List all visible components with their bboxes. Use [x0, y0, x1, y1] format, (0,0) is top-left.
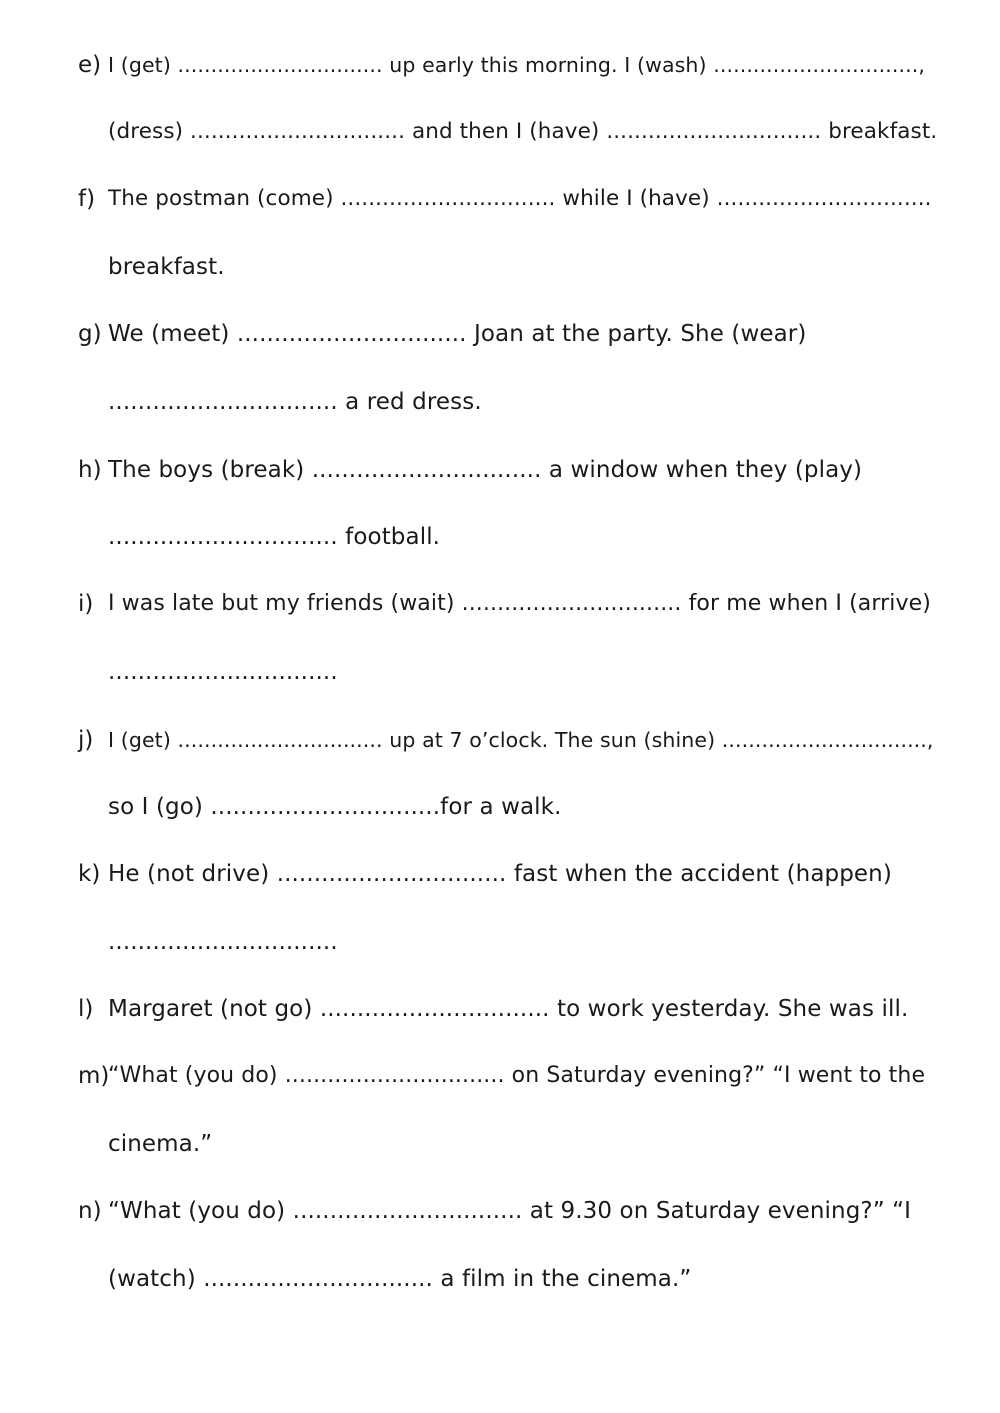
exercise-h-line-1: The boys (break) ............................... a window when they (play): [108, 457, 863, 483]
exercise-e-label: e): [78, 52, 102, 78]
exercise-j-line-1: I (get) ............................... up at 7 o’clock. The sun (shine) ...............................,: [108, 728, 934, 752]
exercise-h-label: h): [78, 457, 102, 483]
exercise-g-line-1: We (meet) ............................... Joan at the party. She (wear): [108, 321, 807, 347]
exercise-n-label: n): [78, 1198, 102, 1224]
exercise-i-label: i): [78, 591, 94, 617]
exercise-i-line-2: ...............................: [108, 659, 338, 685]
exercise-k-line-2: ...............................: [108, 929, 338, 955]
exercise-f-label: f): [78, 186, 96, 212]
exercise-k-line-1: He (not drive) ............................... fast when the accident (happen): [108, 861, 892, 887]
exercise-n-line-1: “What (you do) ............................... at 9.30 on Saturday evening?” “I: [108, 1198, 912, 1224]
exercise-j-line-2: so I (go) ...............................for a walk.: [108, 794, 562, 820]
exercise-i-line-1: I was late but my friends (wait) ............................... for me when I (arrive): [108, 591, 931, 616]
exercise-l-line-1: Margaret (not go) ............................... to work yesterday. She was ill.: [108, 996, 909, 1022]
exercise-g-line-2: ............................... a red dress.: [108, 389, 482, 415]
exercise-h-line-2: ............................... football.: [108, 524, 441, 550]
exercise-m-label: m): [78, 1063, 110, 1089]
exercise-e-line-2: (dress) ............................... and then I (have) ............................... breakfast.: [108, 119, 938, 144]
exercise-m-line-2: cinema.”: [108, 1131, 213, 1157]
exercise-m-line-1: “What (you do) ............................... on Saturday evening?” “I went to the: [108, 1063, 926, 1088]
exercise-f-line-2: breakfast.: [108, 254, 225, 280]
exercise-e-line-1: I (get) ............................... up early this morning. I (wash) ...............................,: [108, 53, 925, 77]
exercise-f-line-1: The postman (come) ............................... while I (have) ...............................: [108, 186, 932, 211]
exercise-k-label: k): [78, 861, 101, 887]
exercise-g-label: g): [78, 321, 102, 347]
exercise-l-label: l): [78, 996, 94, 1022]
exercise-j-label: j): [78, 727, 94, 753]
exercise-n-line-2: (watch) ............................... a film in the cinema.”: [108, 1266, 692, 1292]
